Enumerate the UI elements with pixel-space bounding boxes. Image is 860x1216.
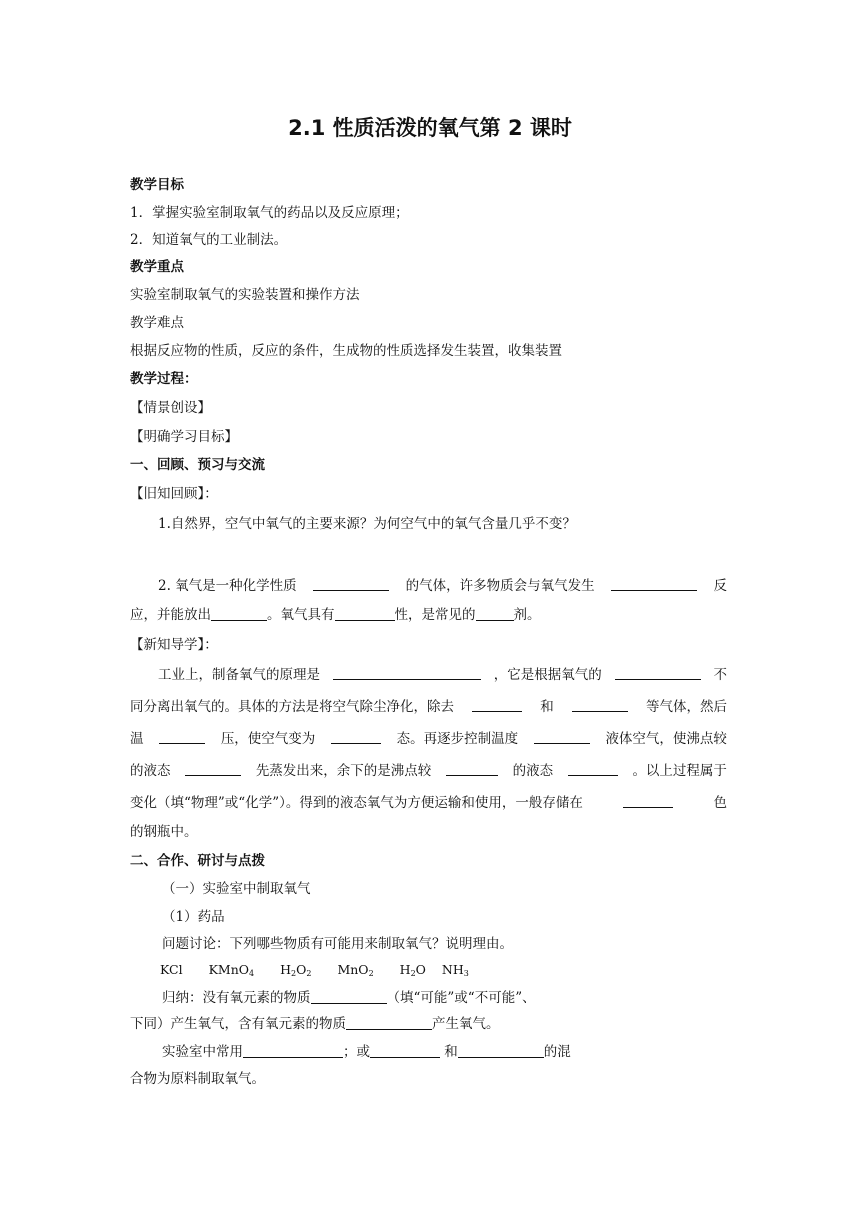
blank (458, 1044, 544, 1058)
new-para-line3 (130, 730, 727, 748)
lab-text-d: 的混 (543, 1044, 571, 1060)
objectives-heading: 教学目标 (130, 177, 184, 193)
q2-text-6: 性，是常见的 (394, 607, 476, 623)
objective-item-1: 1．掌握实验室制取氧气的药品以及反应原理； (130, 205, 409, 221)
blank (472, 698, 522, 712)
blank (623, 794, 673, 808)
blank (331, 730, 381, 744)
np-2a: 同分离出氧气的。具体的方法是将空气除尘净化，除去 (130, 699, 454, 715)
formula-h2o2: $H_2O_2$ (280, 962, 312, 978)
section1-heading: 一、回顾、预习与交流 (130, 457, 265, 473)
difficulties-text: 根据反应物的性质，反应的条件，生成物的性质选择发生装置，收集装置 (130, 343, 562, 359)
blank (313, 577, 389, 591)
np-5b: 色 (713, 795, 727, 811)
blank (476, 607, 514, 621)
review-heading: 【旧知回顾】： (130, 486, 218, 502)
conclusion-text-a: 归纳：没有氧元素的物质 (162, 990, 311, 1006)
lab-text-a: 实验室中常用 (162, 1044, 243, 1060)
process-heading: 教学过程： (130, 371, 198, 387)
q2-text-4: 应，并能放出 (130, 607, 211, 623)
np-5a: 变化（填“物理”或“化学”）。得到的液态氧气为方便运输和使用，一般存储在 (130, 795, 583, 811)
blank (243, 1044, 343, 1058)
np-3d: 液体空气，使沸点较 (605, 731, 727, 747)
new-para-line4 (130, 762, 727, 780)
key-points-text: 实验室制取氧气的实验装置和操作方法 (130, 287, 360, 303)
scene-heading: 【情景创设】 (130, 400, 211, 416)
q2-text-3: 反 (713, 578, 727, 594)
formula-nh3: $NH_3$ (441, 962, 469, 978)
objective-item-2: 2．知道氧气的工业制法。 (130, 232, 288, 248)
np-3a: 温 (130, 731, 144, 747)
np-1a: 工业上，制备氧气的原理是 (158, 667, 320, 683)
new-para-line2 (130, 698, 727, 716)
blank (185, 762, 241, 776)
np-4b: 先蒸发出来，余下的是沸点较 (255, 763, 432, 779)
blank (568, 762, 618, 776)
subsection-reagents: （1）药品 (162, 909, 225, 925)
lab-line1 (162, 1043, 762, 1061)
np-3b: 压，使空气变为 (220, 731, 316, 747)
blank (346, 1016, 432, 1030)
conclusion-text-c: 下同）产生氧气，含有氧元素的物质 (130, 1016, 346, 1032)
formula-mno2: MnO$_2$ (337, 962, 374, 978)
key-points-heading: 教学重点 (130, 259, 184, 275)
q2-text-2: 的气体，许多物质会与氧气发生 (405, 578, 595, 594)
new-para-line6: 的钢瓶中。 (130, 824, 198, 840)
review-question-2-line1 (158, 577, 727, 595)
conclusion-text-b: （填“可能”或“不可能”、 (386, 990, 536, 1006)
np-2b: 和 (540, 699, 554, 715)
np-1c: 不 (713, 667, 727, 683)
new-para-line5 (130, 794, 727, 812)
q2-text-7: 剂。 (513, 607, 541, 623)
q2-text-1: 2. 氧气是一种化学性质 (158, 578, 297, 594)
formula-kmno4: KMnO$_4$ (208, 962, 255, 978)
lab-text-c: 和 (444, 1044, 458, 1060)
np-4a: 的液态 (130, 763, 171, 779)
formula-list (160, 961, 760, 983)
page-title: 2.1 性质活泼的氧气第 2 课时 (288, 116, 572, 140)
np-1b: ，它是根据氧气的 (493, 667, 602, 683)
discussion-question: 问题讨论：下列哪些物质有可能用来制取氧气？说明理由。 (162, 936, 513, 952)
review-question-2-line2 (130, 606, 730, 624)
conclusion-line1 (162, 989, 762, 1007)
review-question-1: 1.自然界，空气中氧气的主要来源？为何空气中的氧气含量几乎不变？ (158, 516, 576, 532)
blank (615, 666, 701, 680)
blank (572, 698, 628, 712)
blank (311, 990, 387, 1004)
blank (335, 607, 395, 621)
np-4d: 。以上过程属于 (632, 763, 727, 779)
goals-heading: 【明确学习目标】 (130, 429, 238, 445)
formula-h2o: $H_2O$ (399, 962, 426, 978)
blank (333, 666, 481, 680)
blank (370, 1044, 440, 1058)
blank (211, 607, 267, 621)
np-2c: 等气体，然后 (646, 699, 727, 715)
blank (534, 730, 590, 744)
conclusion-line2 (130, 1015, 730, 1033)
blank (159, 730, 205, 744)
q2-text-5: 。氧气具有 (267, 607, 335, 623)
np-3c: 态。再逐步控制温度 (396, 731, 519, 747)
lab-line2: 合物为原料制取氧气。 (130, 1071, 265, 1087)
conclusion-text-d: 产生氧气。 (432, 1016, 500, 1032)
lab-text-b: ；或 (343, 1044, 370, 1060)
section2-heading: 二、合作、研讨与点拨 (130, 853, 265, 869)
difficulties-heading: 教学难点 (130, 315, 184, 331)
new-para-line1 (158, 666, 727, 684)
blank (611, 577, 697, 591)
blank (446, 762, 498, 776)
np-4c: 的液态 (512, 763, 554, 779)
formula-kcl: KCl (160, 962, 183, 977)
new-knowledge-heading: 【新知导学】： (130, 637, 218, 653)
subsection-lab: （一）实验室中制取氧气 (162, 881, 311, 897)
